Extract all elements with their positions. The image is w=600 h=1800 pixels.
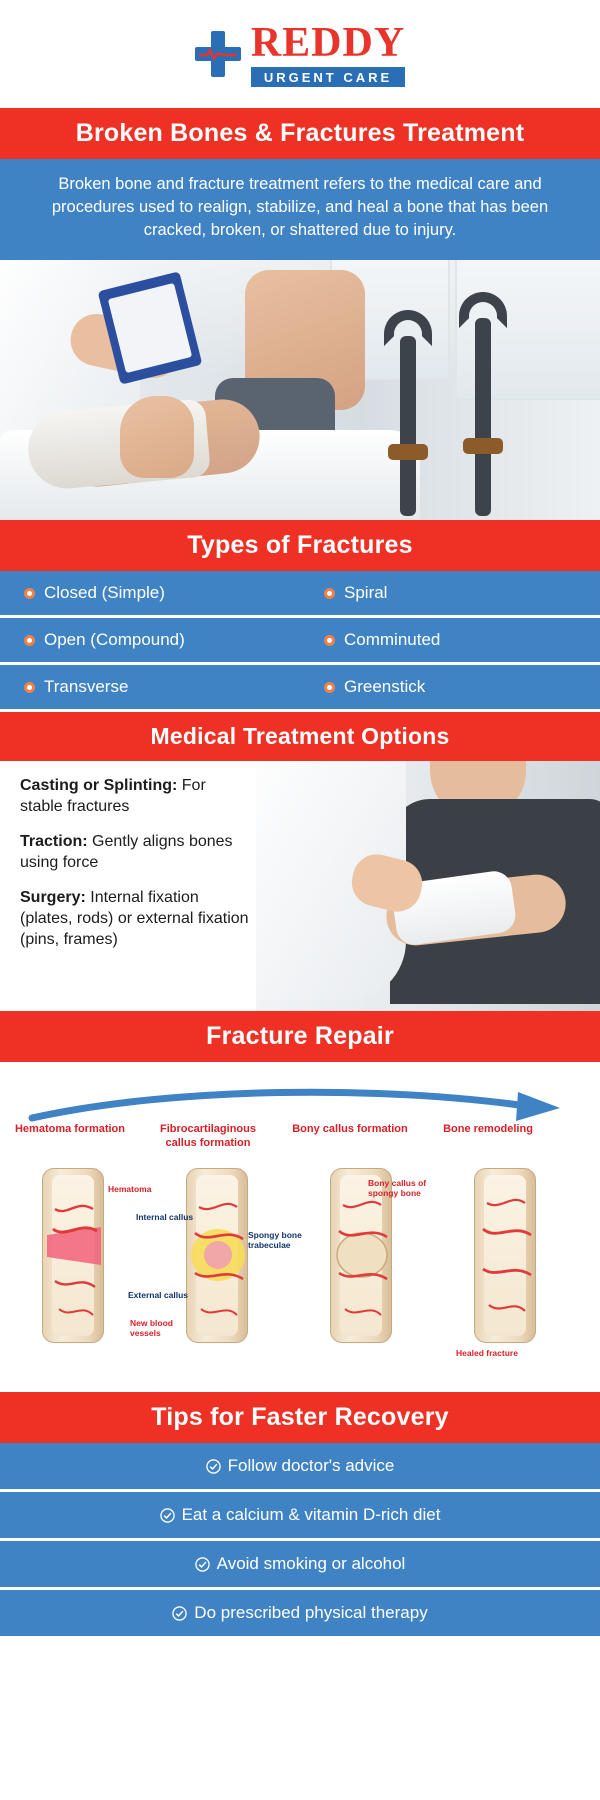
- brand-tagline: URGENT CARE: [251, 67, 405, 87]
- list-item: [300, 665, 600, 712]
- check-circle-icon: [160, 1508, 175, 1523]
- treatment-item-label: Surgery:: [20, 889, 86, 906]
- list-item: [0, 571, 300, 618]
- treatment-item-text: For stable fractures: [20, 777, 206, 815]
- intro-paragraph: Broken bone and fracture treatment refers to the medical care and procedures used to realign, stabilize, and heal a bone that has been cracked, broken, or shattered due to injury.: [0, 159, 600, 260]
- annotation-new-blood-vessels: New blood vessels: [130, 1318, 173, 1338]
- annotation-external-callus: External callus: [128, 1290, 189, 1300]
- list-item: [300, 571, 600, 618]
- list-item: [300, 618, 600, 665]
- heartbeat-icon: [199, 48, 237, 60]
- bone-illustration-stage-1: [42, 1168, 104, 1343]
- treatment-item-text: Internal fixation (plates, rods) or external fixation (pins, frames): [20, 889, 249, 948]
- list-item: [0, 618, 300, 665]
- section-title-tips: Tips for Faster Recovery: [0, 1392, 600, 1443]
- healed-bone-graphic: [475, 1169, 537, 1344]
- treatment-options-text: [0, 761, 262, 974]
- hematoma-graphic: [43, 1169, 105, 1344]
- bullet-icon: [324, 588, 335, 599]
- section-title-types: Types of Fractures: [0, 520, 600, 571]
- treatment-section: [0, 761, 600, 1011]
- brand-name: REDDY: [250, 19, 406, 66]
- treatment-item: [20, 887, 252, 950]
- bullet-icon: [324, 682, 335, 693]
- list-item: [0, 1541, 600, 1590]
- brand-header: [0, 0, 600, 108]
- annotation-internal-callus: Internal callus: [136, 1212, 194, 1222]
- bullet-icon: [324, 635, 335, 646]
- list-item-label: Spiral: [344, 583, 388, 602]
- annotation-spongy-bone-trabeculae: Spongy bone trabeculae: [248, 1230, 302, 1250]
- stage-label-4: Bone remodeling: [443, 1123, 533, 1135]
- annotation-hematoma: Hematoma: [108, 1184, 152, 1194]
- check-circle-icon: [195, 1557, 210, 1572]
- check-circle-icon: [172, 1606, 187, 1621]
- list-item: [0, 1492, 600, 1541]
- hero-photo-patient-with-leg-cast: [0, 260, 600, 520]
- treatment-item: [20, 775, 252, 817]
- logo: [195, 19, 406, 87]
- check-circle-icon: [206, 1459, 221, 1474]
- list-item-label: Follow doctor's advice: [227, 1456, 395, 1475]
- section-title-treatment: Medical Treatment Options: [0, 712, 600, 761]
- list-item-label: Open (Compound): [44, 630, 185, 649]
- fracture-repair-diagram: [0, 1062, 600, 1392]
- treatment-item-label: Casting or Splinting:: [20, 777, 178, 794]
- list-item: [0, 665, 300, 712]
- stage-label-1: Hematoma formation: [14, 1123, 126, 1135]
- annotation-healed-fracture: Healed fracture: [456, 1348, 518, 1358]
- page-title: Broken Bones & Fractures Treatment: [0, 108, 600, 159]
- list-item-label: Do prescribed physical therapy: [194, 1603, 428, 1622]
- list-item-label: Transverse: [44, 677, 129, 696]
- list-item: [0, 1443, 600, 1492]
- fracture-types-list: [0, 571, 600, 712]
- photo-arm-bandaging: [256, 761, 600, 1011]
- recovery-tips-list: [0, 1443, 600, 1639]
- list-item: [0, 1590, 600, 1639]
- list-item-label: Greenstick: [344, 677, 426, 696]
- treatment-item-text: Gently aligns bones using force: [20, 833, 233, 871]
- treatment-item-label: Traction:: [20, 833, 88, 850]
- list-item-label: Eat a calcium & vitamin D-rich diet: [181, 1505, 441, 1524]
- medical-cross-icon: [195, 31, 241, 77]
- list-item-label: Comminuted: [344, 630, 441, 649]
- bullet-icon: [24, 588, 35, 599]
- bone-illustration-stage-2: [186, 1168, 248, 1343]
- annotation-bony-callus-of-spongy-bone: Bony callus of spongy bone: [368, 1178, 427, 1198]
- stage-label-3: Bony callus formation: [292, 1123, 408, 1135]
- list-item-label: Closed (Simple): [44, 583, 165, 602]
- bullet-icon: [24, 635, 35, 646]
- list-item-label: Avoid smoking or alcohol: [216, 1554, 406, 1573]
- bone-illustration-stage-4: [474, 1168, 536, 1343]
- treatment-item: [20, 831, 252, 873]
- section-title-repair: Fracture Repair: [0, 1011, 600, 1062]
- stage-label-2: Fibrocartilaginous callus formation: [160, 1123, 256, 1149]
- bullet-icon: [24, 682, 35, 693]
